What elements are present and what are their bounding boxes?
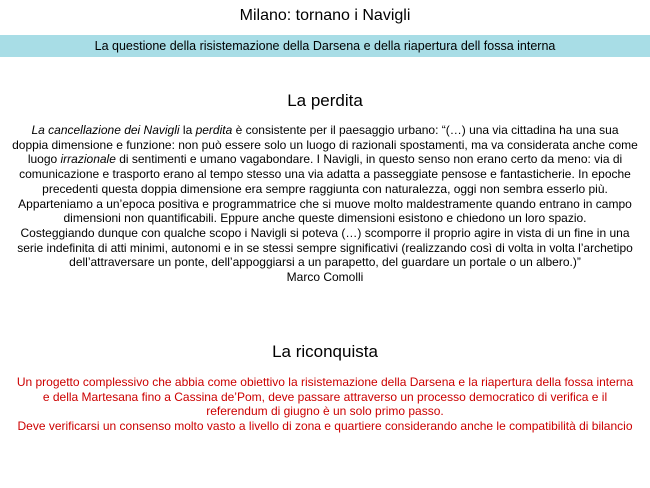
text-segment-1: la xyxy=(179,123,196,137)
perdita-paragraph-1 xyxy=(12,123,638,225)
italic-phrase-3: irrazionale xyxy=(60,152,116,167)
subtitle-band xyxy=(0,35,650,57)
heading-la-perdita: La perdita xyxy=(287,91,363,110)
perdita-paragraph-2: Costeggiando dunque con qualche scopo i Navigli si poteva (…) scomporre il proprio agire in vista di un fine in una serie indefinita di atti minimi, autonomi e in se stessi sempre significativi (realizzando così di volta in volta l’archetipo dell’attraversare un ponte, dell’appoggiarsi a un parapetto, del guardare un portale o un albero.)” xyxy=(17,225,633,270)
heading-la-riconquista: La riconquista xyxy=(272,342,378,361)
riconquista-paragraph-2: Deve verificarsi un consenso molto vasto a livello di zona e quartiere considerando anche le compatibilità di bilancio xyxy=(17,419,633,434)
italic-phrase-2: perdita xyxy=(195,123,233,137)
quote-author: Marco Comolli xyxy=(286,270,364,285)
slide-title: Milano: tornano i Navigli xyxy=(239,7,411,24)
text-segment-2: è consistente per il paesaggio urbano: “(…) una via cittadina ha una sua doppia dimensione e funzione: non può essere solo un luogo di razionali spostamenti, ma va considerata anche come luogo xyxy=(12,123,638,167)
italic-phrase-1: La cancellazione dei Navigli xyxy=(31,123,180,137)
text-segment-3: di sentimenti e umano vagabondare. I Navigli, in questo senso non erano certo da meno: via di comunicazione e trasporto erano al tempo stesso una via adatta a passeggiate pensose e fantasticherie. In epoche precedenti questa doppia dimensione era sempre raggiunta con naturalezza, oggi non sembra esserlo più. Apparteniamo a un’epoca positiva e programmatrice che si muove molto maldestramente quando entrano in campo dimensioni non quantificabili. Eppure anche queste dimensioni esistono e chiedono un loro spazio. xyxy=(18,152,632,226)
riconquista-body xyxy=(12,375,638,434)
riconquista-paragraph-1: Un progetto complessivo che abbia come obiettivo la risistemazione della Darsena e la riapertura della fossa interna e della Martesana fino a Cassina de’Pom, deve passare attraverso un processo democratico di verifica e il referendum di giugno è un solo primo passo. xyxy=(16,375,634,419)
perdita-body xyxy=(12,123,638,285)
subtitle-text: La questione della risistemazione della Darsena e della riapertura dell fossa interna xyxy=(94,39,556,53)
